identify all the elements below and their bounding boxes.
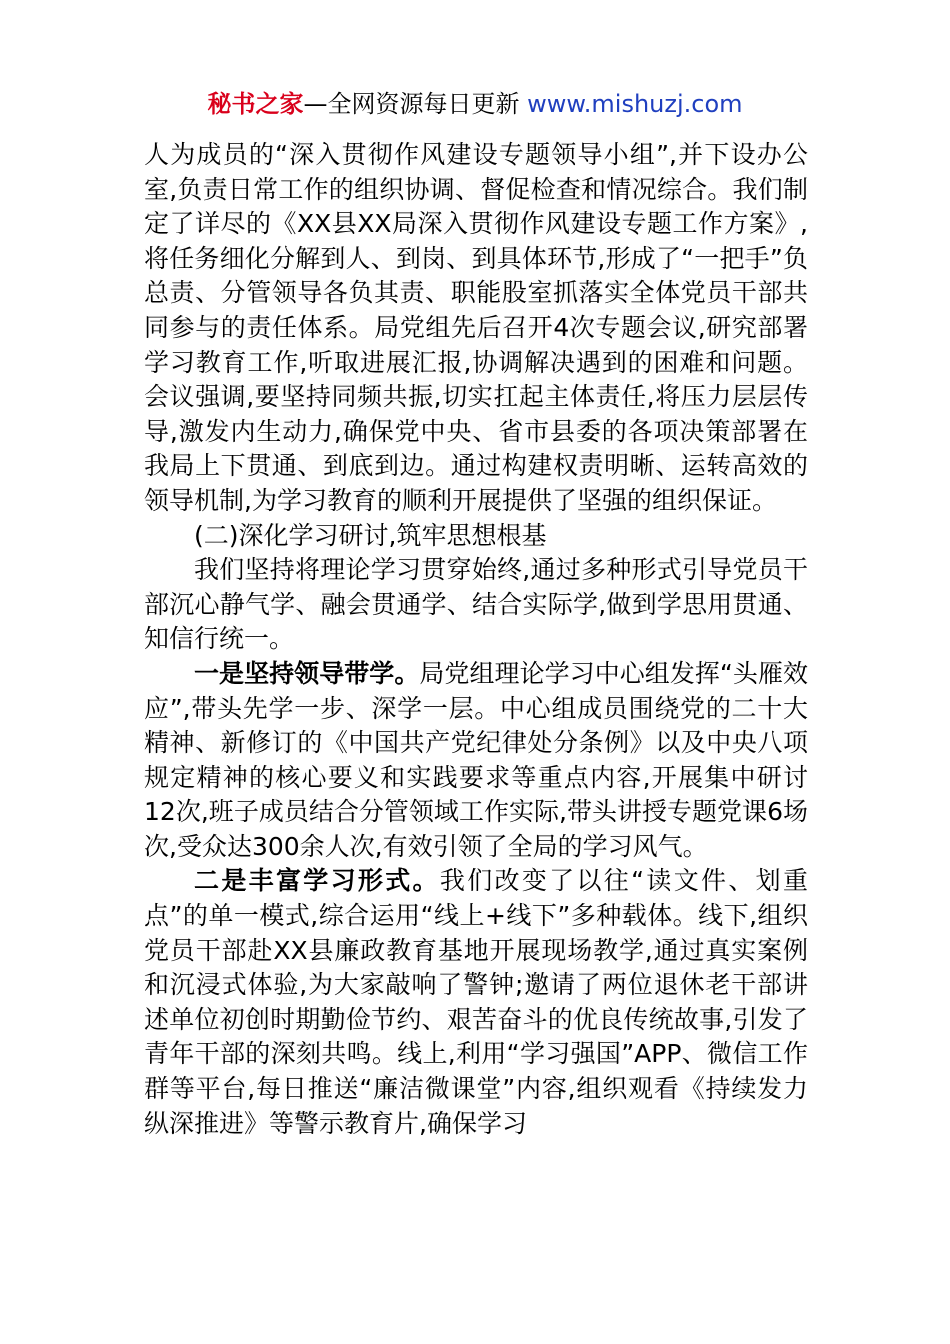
point-one-lead: 一是坚持领导带学。 (194, 658, 420, 688)
point-one-text: 局党组理论学习中心组发挥“头雁效应”,带头先学一步、深学一层。中心组成员围绕党的二十大精神、新修订的《中国共产党纪律处分条例》以及中央八项规定精神的核心要义和实践要求等重点内容,开展集中研讨12次,班子成员结合分管领域工作实际,带头讲授专题党课6场次,受众达300余人次,有效引领了全局的学习风气。 (144, 658, 808, 861)
site-url[interactable]: www.mishuzj.com (527, 90, 743, 118)
paragraph-intro: 我们坚持将理论学习贯穿始终,通过多种形式引导党员干部沉心静气学、融会贯通学、结合实际学,做到学思用贯通、知信行统一。 (144, 555, 808, 654)
site-tagline: —全网资源每日更新 (303, 90, 528, 118)
section-heading: (二)深化学习研讨,筑牢思想根基 (194, 520, 547, 550)
document-body (144, 138, 808, 1141)
site-header (0, 86, 950, 122)
point-two-text: 我们改变了以往“读文件、划重点”的单一模式,综合运用“线上+线下”多种载体。线下,组织党员干部赴XX县廉政教育基地开展现场教学,通过真实案例和沉浸式体验,为大家敲响了警钟;邀请了两位退休老干部讲述单位初创时期勤俭节约、艰苦奋斗的优良传统故事,引发了青年干部的深刻共鸣。线上,利用“学习强国”APP、微信工作群等平台,每日推送“廉洁微课堂”内容,组织观看《持续发力纵深推进》等警示教育片,确保学习 (144, 866, 808, 1138)
paragraph-point-two (144, 864, 808, 1141)
paragraph-point-one (144, 657, 808, 865)
point-two-lead: 二是丰富学习形式。 (194, 866, 440, 896)
paragraph-continued: 人为成员的“深入贯彻作风建设专题领导小组”,并下设办公室,负责日常工作的组织协调、督促检查和情况综合。我们制定了详尽的《XX县XX局深入贯彻作风建设专题工作方案》,将任务细化分解到人、到岗、到具体环节,形成了“一把手”负总责、分管领导各负其责、职能股室抓落实全体党员干部共同参与的责任体系。局党组先后召开4次专题会议,研究部署学习教育工作,听取进展汇报,协调解决遇到的困难和问题。会议强调,要坚持同频共振,切实扛起主体责任,将压力层层传导,激发内生动力,确保党中央、省市县委的各项决策部署在我局上下贯通、到底到边。通过构建权责明晰、运转高效的领导机制,为学习教育的顺利开展提供了坚强的组织保证。 (144, 140, 808, 515)
site-brand: 秘书之家 (207, 90, 304, 118)
